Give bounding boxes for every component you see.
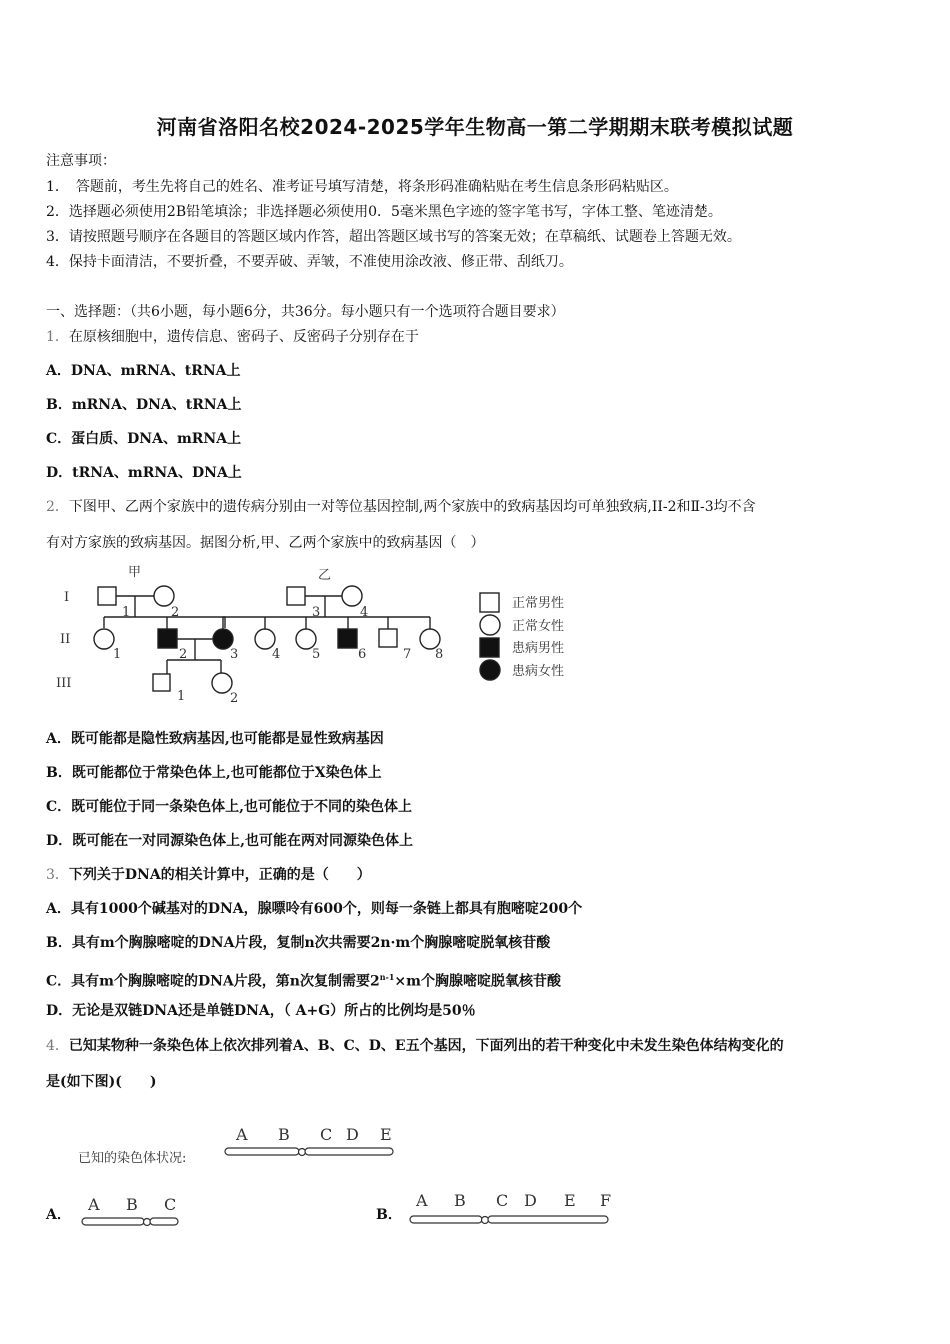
notice-item: 1． 答题前，考生先将自己的姓名、准考证号填写清楚，将条形码准确粘贴在考生信息条形码粘贴区。 (46, 179, 678, 195)
option-text: ×m个胸腺嘧啶脱氧核苷酸 (394, 973, 561, 990)
notice-item: 4．保持卡面清洁，不要折叠，不要弄破、弄皱，不准使用涂改液、修正带、刮纸刀。 (46, 254, 573, 270)
option-letter: D． (46, 1003, 73, 1019)
q2-option-c (46, 798, 412, 816)
legend-label: 患病男性 (512, 641, 565, 656)
question-text: 在原核细胞中，遗传信息、密码子、反密码子分别存在于 (68, 329, 419, 345)
legend-label: 正常男性 (512, 596, 565, 611)
gene-label: D (524, 1191, 537, 1210)
question-text: 已知某物种一条染色体上依次排列着A、B、C、D、E五个基因，下面列出的若干种变化中未发生染色体结构变化的 (68, 1038, 784, 1054)
gene-label: A (416, 1191, 428, 1210)
q1-option-c (46, 430, 241, 448)
individual-id: 5 (312, 647, 321, 662)
option-text: 具有1000个碱基对的DNA，腺嘌呤有600个，则每一条链上都具有胞嘧啶200个 (70, 901, 583, 917)
question-number: 3． (46, 867, 69, 883)
q2-option-b (46, 764, 382, 782)
individual-id: 8 (435, 647, 444, 662)
pedigree-female-normal (94, 629, 114, 649)
option-letter: A． (46, 901, 71, 917)
known-chromosome-label: 已知的染色体状况: (78, 1151, 187, 1166)
option-text: 具有m个胸腺嘧啶的DNA片段，复制n次共需要2n·m个胸腺嘧啶脱氧核苷酸 (71, 935, 551, 951)
q4-option-b-letter: B． (376, 1207, 402, 1223)
chromosome-arm (305, 1148, 393, 1155)
generation-label: II (60, 632, 71, 647)
individual-id: 7 (403, 647, 412, 662)
chromosome-arm (225, 1148, 299, 1155)
q4-option-a-letter: A． (46, 1207, 71, 1223)
question-number: 1． (46, 329, 69, 345)
pedigree-male-affected (338, 629, 357, 648)
pedigree-male-normal (98, 587, 116, 605)
q2-option-d (46, 832, 413, 850)
pedigree-male-affected (158, 629, 177, 648)
option-letter: B． (46, 765, 72, 781)
option-letter: B． (46, 935, 72, 951)
individual-id: 2 (179, 647, 188, 662)
individual-id: 3 (312, 605, 321, 620)
gene-label: A (88, 1195, 100, 1214)
option-letter: A． (46, 731, 71, 747)
superscript: n-1 (379, 972, 395, 982)
question-4-stem-cont: 是(如下图)( ) (46, 1074, 157, 1090)
generation-label: I (64, 590, 70, 605)
option-letter: C． (46, 431, 72, 447)
gene-label: B (278, 1125, 290, 1144)
section-heading: 一、选择题：（共6小题，每小题6分，共36分。每小题只有一个选项符合题目要求） (46, 304, 565, 320)
option-text: mRNA、DNA、tRNA上 (71, 397, 242, 413)
individual-id: 6 (358, 647, 367, 662)
pedigree-male-normal (379, 629, 397, 647)
question-number: 4． (46, 1038, 69, 1054)
gene-label: F (600, 1191, 612, 1210)
pedigree-female-normal (255, 629, 275, 649)
individual-id: 2 (230, 691, 239, 706)
family-label-a: 甲 (128, 565, 142, 580)
page-title: 河南省洛阳名校2024-2025学年生物高一第二学期期末联考模拟试题 (156, 115, 794, 139)
option-letter: B． (46, 397, 72, 413)
gene-label: C (496, 1191, 509, 1210)
gene-label: B (126, 1195, 138, 1214)
notice-item: 3．请按照题号顺序在各题目的答题区域内作答，超出答题区域书写的答案无效；在草稿纸、试题卷上答题无效。 (46, 229, 741, 245)
option-a-chromosome-diagram (78, 1192, 188, 1232)
pedigree-female-normal (154, 586, 174, 606)
chromosome-arm (410, 1216, 482, 1223)
notice-item: 2．选择题必须使用2B铅笔填涂；非选择题必须使用0．5毫米黑色字迹的签字笔书写，字体工整、笔迹清楚。 (46, 204, 722, 220)
individual-id: 3 (230, 647, 239, 662)
option-letter: D． (46, 833, 73, 849)
question-text: 下列关于DNA的相关计算中，正确的是（ ） (68, 867, 371, 883)
question-number: 2． (46, 499, 69, 515)
pedigree-female-normal (420, 629, 440, 649)
notice-heading: 注意事项： (46, 153, 116, 169)
legend-female-normal-symbol (480, 615, 500, 635)
chromosome-arm (82, 1218, 144, 1225)
legend-male-affected-symbol (480, 638, 499, 657)
option-letter: C． (46, 973, 72, 990)
chromosome-arm (488, 1216, 608, 1223)
pedigree-female-normal (342, 586, 362, 606)
q3-option-d (46, 1002, 476, 1020)
individual-id: 1 (113, 647, 122, 662)
legend-female-affected-symbol (480, 660, 500, 680)
individual-id: 1 (122, 605, 131, 620)
legend-male-normal-symbol (480, 593, 499, 612)
option-text: DNA、mRNA、tRNA上 (70, 363, 241, 379)
option-letter: C． (46, 799, 72, 815)
family-label-b: 乙 (318, 568, 332, 583)
q1-option-a (46, 362, 241, 380)
option-text: 既可能在一对同源染色体上,也可能在两对同源染色体上 (72, 833, 414, 849)
option-text: 具有m个胸腺嘧啶的DNA片段，第n次复制需要2 (71, 973, 380, 990)
generation-label: III (56, 676, 72, 691)
legend-label: 正常女性 (512, 619, 565, 634)
question-2-stem-cont: 有对方家族的致病基因。据图分析,甲、乙两个家族中的致病基因（ ） (46, 535, 485, 551)
individual-id: 4 (272, 647, 281, 662)
q1-option-b (46, 396, 242, 414)
pedigree-female-affected (213, 629, 233, 649)
gene-label: E (380, 1125, 392, 1144)
pedigree-female-normal (212, 673, 232, 693)
pedigree-male-normal (153, 674, 170, 691)
gene-label: A (236, 1125, 248, 1144)
option-text: 既可能都是隐性致病基因,也可能都是显性致病基因 (70, 731, 384, 747)
option-text: 既可能位于同一条染色体上,也可能位于不同的染色体上 (71, 799, 413, 815)
q1-option-d (46, 464, 242, 482)
option-text: 蛋白质、DNA、mRNA上 (71, 431, 242, 447)
option-text: 既可能都位于常染色体上,也可能都位于X染色体上 (71, 765, 382, 781)
q3-option-c (46, 968, 561, 991)
option-letter: A． (46, 363, 71, 379)
individual-id: 2 (171, 605, 180, 620)
question-1-stem (46, 328, 419, 346)
known-chromosome-diagram (70, 1118, 410, 1168)
gene-label: C (164, 1195, 177, 1214)
gene-label: C (320, 1125, 333, 1144)
pedigree-male-normal (287, 587, 305, 605)
question-4-stem (46, 1037, 784, 1055)
q2-option-a (46, 730, 384, 748)
individual-id: 1 (177, 689, 186, 704)
gene-label: E (564, 1191, 576, 1210)
chromosome-arm (150, 1218, 178, 1225)
individual-id: 4 (360, 605, 369, 620)
pedigree-diagram (40, 562, 620, 710)
question-3-stem (46, 866, 371, 884)
legend-label: 患病女性 (512, 664, 565, 679)
gene-label: D (346, 1125, 359, 1144)
question-2-stem (46, 498, 756, 516)
option-text: 无论是双链DNA还是单链DNA，（ A+G）所占的比例均是50％ (72, 1003, 476, 1019)
q3-option-b (46, 934, 550, 952)
option-letter: D． (46, 465, 73, 481)
option-b-chromosome-diagram (406, 1188, 616, 1232)
option-text: tRNA、mRNA、DNA上 (72, 465, 242, 481)
q3-option-a (46, 900, 582, 918)
gene-label: B (454, 1191, 466, 1210)
question-text: 下图甲、乙两个家族中的遗传病分别由一对等位基因控制,两个家族中的致病基因均可单独致病,II-2和Ⅱ-3均不含 (68, 499, 756, 515)
pedigree-female-normal (296, 629, 316, 649)
